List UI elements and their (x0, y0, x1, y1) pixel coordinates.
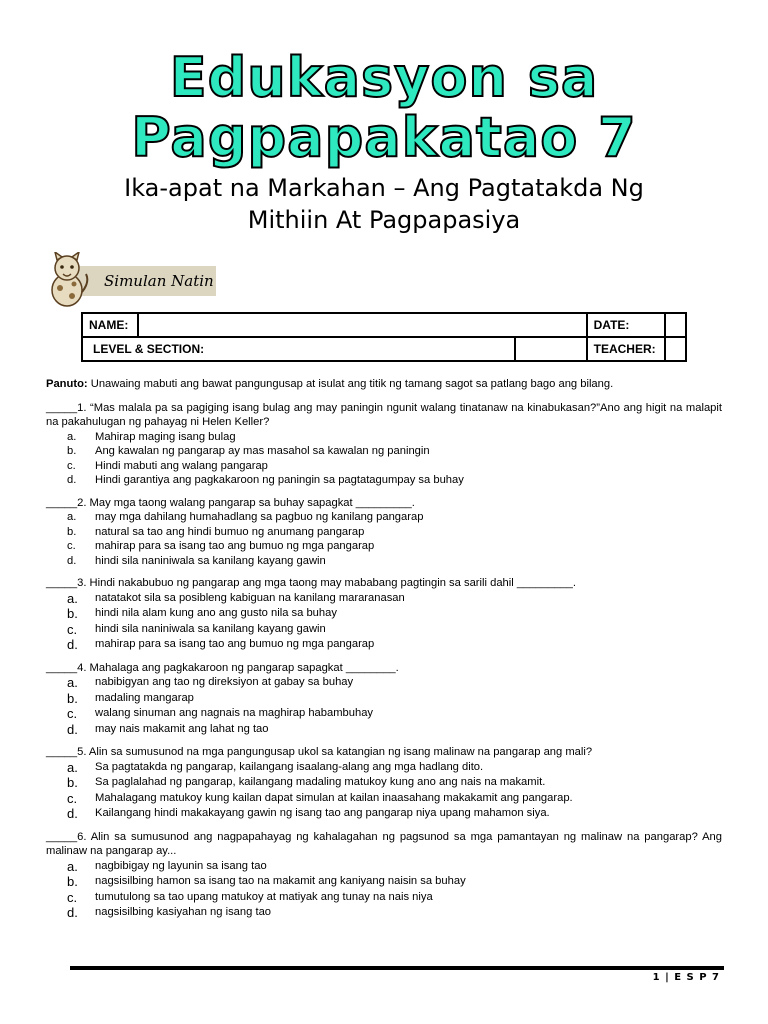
name-field[interactable] (138, 313, 587, 337)
question-5 (46, 745, 722, 822)
question-3 (46, 576, 722, 653)
option-item: b. nagsisilbing hamon sa isang tao na makamit ang kaniyang naisin sa buhay (67, 874, 466, 889)
banner-label: Simulan Natin (104, 272, 214, 290)
directions (46, 377, 722, 392)
option-list (46, 760, 722, 822)
option-list (46, 430, 722, 488)
question-stem: _____5. Alin sa sumusunod na mga pangungusap ukol sa katangian ng isang malinaw na pangarap ang mali? (46, 746, 593, 758)
quiz-content (46, 377, 722, 929)
cat-mascot-icon (44, 252, 90, 308)
question-stem: _____2. May mga taong walang pangarap sa buhay sapagkat _________. (46, 496, 415, 509)
option-item: a. Sa pagtatakda ng pangarap, kailangang isaalang-alang ang mga hadlang dito. (67, 759, 484, 775)
option-item: b. hindi nila alam kung ano ang gusto nila sa buhay (67, 606, 337, 621)
question-stem: _____6. Alin sa sumusunod ang nagpapahayag ng kahalagahan ng pagsunod sa mga pamantayan ng malinaw na pangarap? Ang malinaw na pangarap ay... (46, 830, 722, 857)
option-list (46, 591, 722, 653)
option-item: a. Mahirap maging isang bulag (67, 430, 236, 443)
option-item: d. Hindi garantiya ang pagkakaroon ng paningin sa pagtatagumpay sa buhay (67, 474, 464, 486)
date-label: DATE: (587, 313, 665, 337)
question-6 (46, 830, 722, 921)
option-list (46, 859, 722, 921)
option-item: a. natatakot sila sa posibleng kabiguan na kanilang mararanasan (67, 590, 405, 606)
directions-label: Panuto: (46, 378, 88, 390)
option-item: b. Sa paglalahad ng pangarap, kailangang madaling matukoy kung ano ang nais na makamit. (67, 775, 546, 790)
option-item: a. nabibigyan ang tao ng direksiyon at gabay sa buhay (67, 675, 354, 690)
option-item: d. nagsisilbing kasiyahan ng isang tao (67, 905, 272, 920)
directions-text: Unawaing mabuti ang bawat pangungusap at isulat ang titik ng tamang sagot sa patlang bago ang bilang. (87, 378, 614, 390)
footer-divider (70, 966, 724, 970)
level-section-label: LEVEL & SECTION: (82, 337, 515, 361)
question-4 (46, 661, 722, 738)
teacher-label: TEACHER: (587, 337, 665, 361)
date-field[interactable] (665, 313, 686, 337)
option-item: d. may nais makamit ang lahat ng tao (67, 721, 269, 737)
option-item: c. Mahalagang matukoy kung kailan dapat simulan at kailan inaasahang makakamit ang pangarap. (67, 790, 573, 806)
page-number: 1 | E S P 7 (652, 972, 720, 983)
option-item: d. mahirap para sa isang tao ang bumuo ng mga pangarap (67, 637, 375, 652)
simulan-banner (76, 266, 216, 296)
page-title-line1: Edukasyon sa (169, 46, 599, 109)
option-item: b. Ang kawalan ng pangarap ay mas masahol sa kawalan ng paningin (67, 445, 430, 457)
subtitle-line2: Mithiin At Pagpapasiya (247, 206, 521, 234)
name-label: NAME: (82, 313, 138, 337)
student-info-table (81, 312, 687, 362)
option-item: a. nagbibigay ng layunin sa isang tao (67, 858, 267, 874)
option-item: c. Hindi mabuti ang walang pangarap (67, 459, 268, 472)
option-item: c. walang sinuman ang nagnais na maghirap habambuhay (67, 706, 374, 721)
option-item: c. hindi sila naniniwala sa kanilang kayang gawin (67, 621, 326, 637)
option-item: a. may mga dahilang humahadlang sa pagbuo ng kanilang pangarap (67, 511, 424, 523)
option-item: d. Kailangang hindi makakayang gawin ng isang tao ang pangarap niya upang mahamon siya. (67, 806, 550, 821)
question-1 (46, 401, 722, 488)
option-list (46, 510, 722, 568)
question-stem: _____3. Hindi nakabubuo ng pangarap ang mga taong may mababang pagtingin sa sarili dahil _________. (46, 577, 576, 589)
page-title-line2: Pagpapakatao 7 (131, 106, 637, 169)
option-item: c. tumutulong sa tao upang matukoy at matiyak ang tunay na nais niya (67, 889, 433, 905)
teacher-field[interactable] (665, 337, 686, 361)
option-list (46, 675, 722, 737)
question-2 (46, 496, 722, 569)
option-item: d. hindi sila naniniwala sa kanilang kayang gawin (67, 554, 326, 567)
option-item: b. natural sa tao ang hindi bumuo ng anumang pangarap (67, 525, 365, 538)
subtitle-line1: Ika-apat na Markahan – Ang Pagtatakda Ng (124, 174, 644, 202)
option-item: c. mahirap para sa isang tao ang bumuo ng mga pangarap (67, 540, 375, 552)
question-stem: _____1. “Mas malala pa sa pagiging isang bulag ang may paningin ngunit walang tinatanaw na kinabukasan?”Ano ang higit na malapit na pakahulugan ng pahayag ni Helen Keller? (46, 401, 722, 428)
question-stem: _____4. Mahalaga ang pagkakaroon ng pangarap sapagkat ________. (46, 661, 399, 674)
level-section-field[interactable] (515, 337, 587, 361)
subtitle (0, 172, 768, 236)
option-item: b. madaling mangarap (67, 690, 194, 706)
